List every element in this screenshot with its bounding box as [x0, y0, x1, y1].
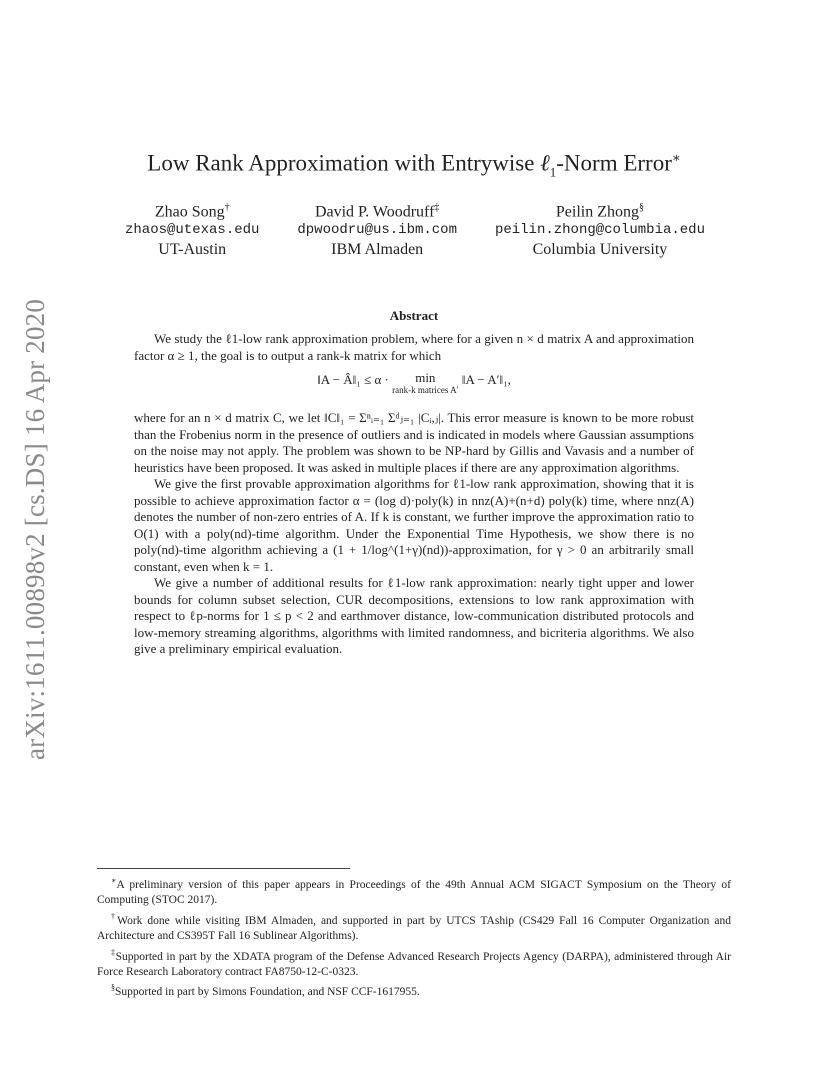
author-email[interactable]: zhaos@utexas.edu — [125, 222, 260, 239]
equation-left: ‖A − Â‖₁ ≤ α · — [317, 372, 389, 387]
arxiv-identifier-stamp: arXiv:1611.00898v2 [cs.DS] 16 Apr 2020 — [20, 298, 50, 760]
footnote: ∗A preliminary version of this paper appears in Proceedings of the 49th Annual ACM SIGACT Symposium on the Theory of Computing (STOC 2017). — [97, 876, 731, 907]
footnote: †Work done while visiting IBM Almaden, and supported in part by UTCS TAship (CS429 Fall 16 Computer Organization and Architecture and CS395T Fall 16 Sublinear Algorithms). — [97, 911, 732, 943]
title-prefix: Low Rank Approximation with Entrywise — [147, 150, 541, 176]
author-block — [125, 198, 259, 259]
title-ell: ℓ — [540, 150, 550, 176]
abstract-paragraph-1: We study the ℓ1-low rank approximation problem, where for a given n × d matrix A and approximation factor α ≥ 1, the goal is to output a rank-k matrix for which — [134, 331, 694, 363]
author-affiliation: IBM Almaden — [331, 241, 424, 259]
author-name: David P. Woodruff‡ — [314, 202, 440, 221]
author-block — [495, 198, 705, 259]
main-equation — [134, 372, 694, 396]
author-name: Zhao Song† — [154, 202, 230, 221]
author-email[interactable]: peilin.zhong@columbia.edu — [494, 222, 705, 239]
paper-title — [0, 150, 828, 180]
author-name: Peilin Zhong§ — [555, 202, 645, 221]
equation-right: ‖A − A′‖₁, — [461, 372, 511, 387]
footnote-rule — [97, 868, 350, 869]
title-sub: 1 — [549, 164, 557, 180]
title-suffix: -Norm Error — [556, 150, 672, 176]
abstract-paragraph-4: We give a number of additional results for ℓ1-low rank approximation: nearly tight upper and lower bounds for column subset selection, CUR decompositions, extensions to low rank approximation with respect to ℓp-norms for 1 ≤ p < 2 and earthmover distance, low-communication distributed protocols and low-memory streaming algorithms, algorithms with limited randomness, and bicriteria algorithms. We also give a preliminary empirical evaluation. — [134, 575, 694, 656]
author-block — [297, 198, 457, 259]
equation-min: min rank-k matrices A′ — [392, 370, 459, 395]
abstract-body — [134, 331, 694, 658]
author-list — [125, 198, 705, 259]
abstract-heading: Abstract — [389, 308, 439, 323]
abstract-paragraph-3: We give the first provable approximation algorithms for ℓ1-low rank approximation, showing that it is possible to achieve approximation factor α = (log d)·poly(k) in nnz(A)+(n+d) poly(k) time, where nnz(A) denotes the number of non-zero entries of A. If k is constant, we further improve the approximation ratio to O(1) with a poly(nd)-time algorithm. Under the Exponential Time Hypothesis, we show there is no poly(nd)-time algorithm achieving a (1 + 1/log^(1+γ)(nd))-approximation, for γ > 0 an arbitrarily small constant, even when k = 1. — [134, 476, 694, 574]
footnote: §Supported in part by Simons Foundation, and NSF CCF-1617955. — [111, 983, 420, 999]
author-email[interactable]: dpwoodru@us.ibm.com — [297, 222, 457, 239]
footnote: ‡Supported in part by the XDATA program of the Defense Advanced Research Projects Agency (DARPA), administered through Air Force Research Laboratory contract FA8750-12-C-0323. — [97, 947, 732, 978]
author-affiliation: UT-Austin — [158, 241, 227, 259]
abstract-paragraph-2: where for an n × d matrix C, we let ‖C‖₁ = Σⁿᵢ₌₁ Σᵈⱼ₌₁ |Cᵢ,ⱼ|. This error measure is known to be more robust than the Frobenius norm in the presence of outliers and is indicated in models where Gaussian assumptions on the noise may not apply. The problem was shown to be NP-hard by Gillis and Vavasis and a number of heuristics have been proposed. It was asked in multiple places if there are any approximation algorithms. — [134, 410, 694, 475]
title-footnote-mark: ∗ — [671, 150, 681, 165]
author-affiliation: Columbia University — [532, 241, 668, 259]
footnotes — [97, 873, 731, 1001]
